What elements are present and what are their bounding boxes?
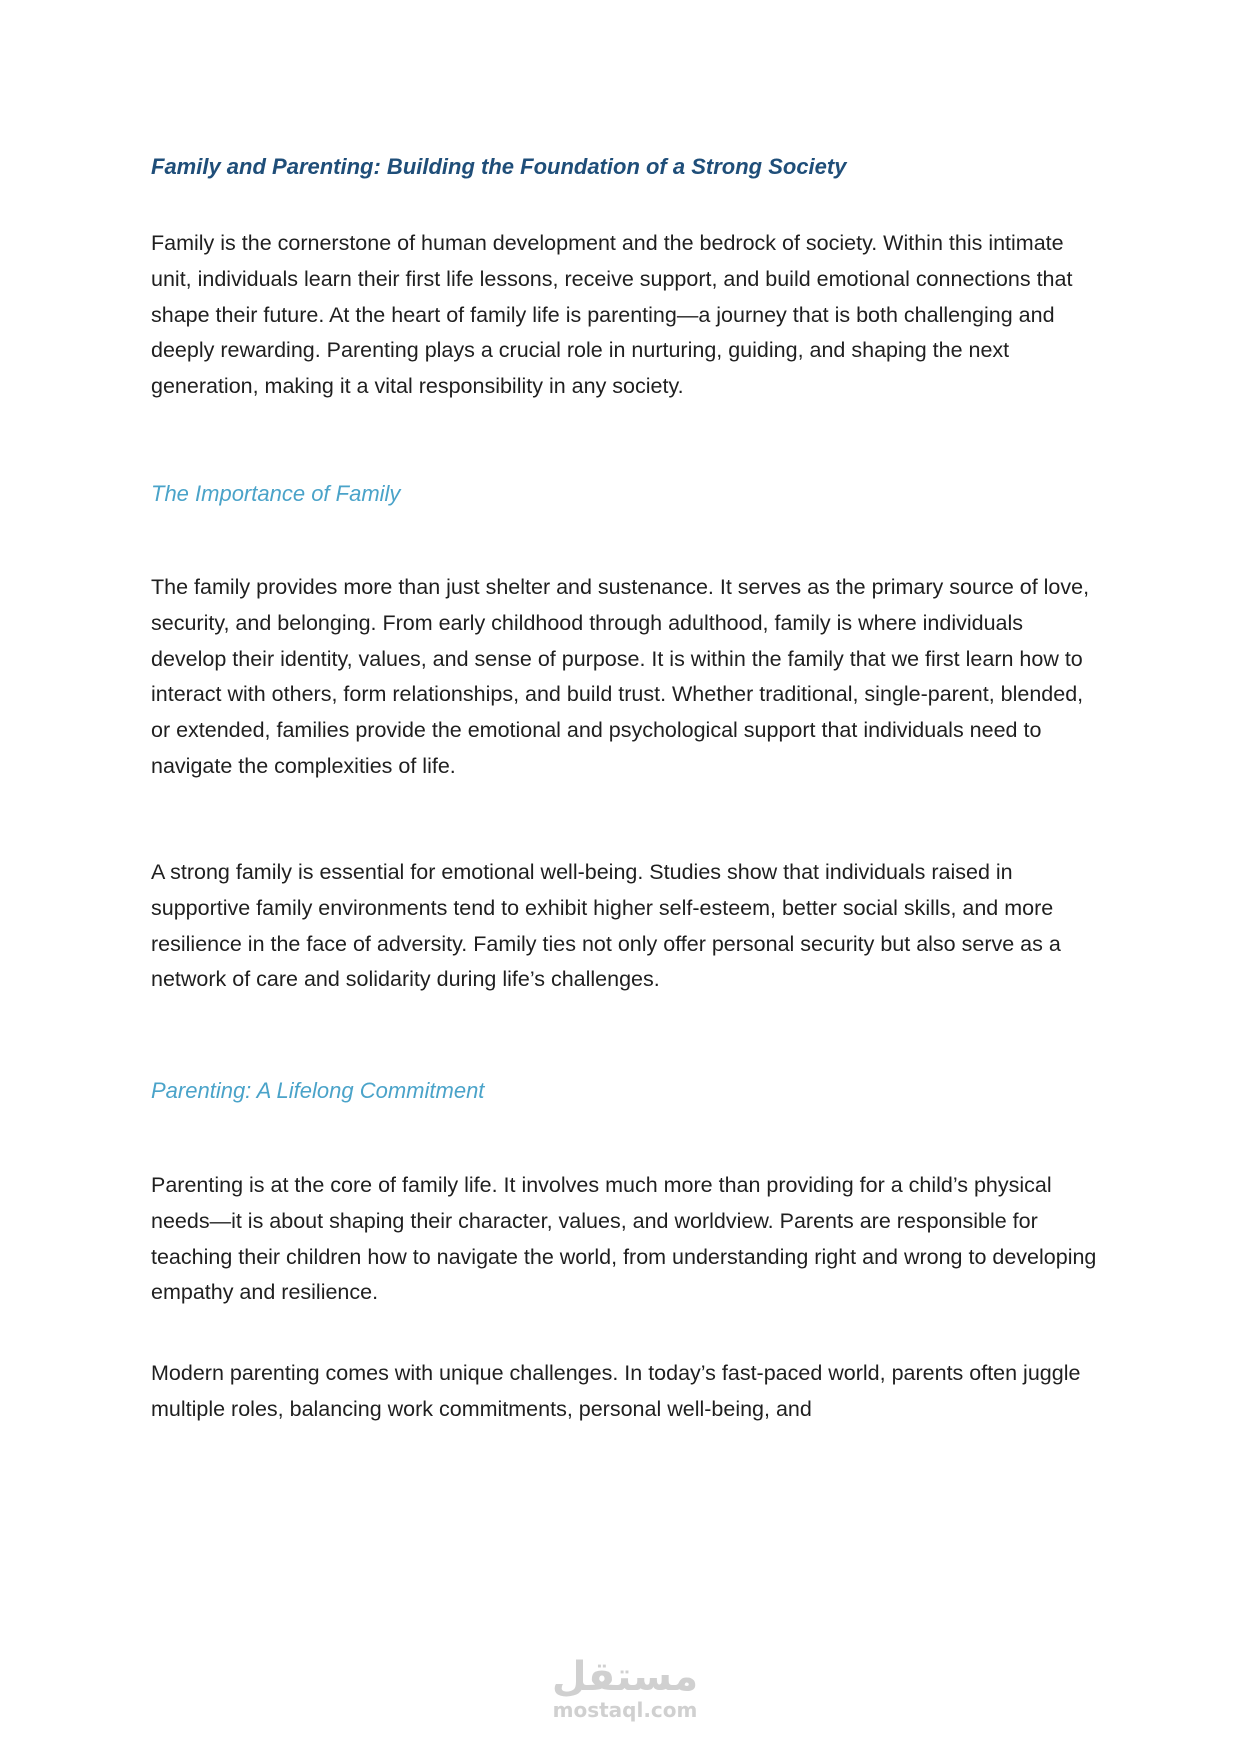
paragraph-family-provides: The family provides more than just shelter and sustenance. It serves as the primary source of love, security, and belonging. From early childhood through adulthood, family is where individuals develop their identity, values, and sense of purpose. It is within the family that we first learn how to interact with others, form relationships, and build trust. Whether traditional, single-parent, blended, or extended, families provide the emotional and psychological support that individuals need to navigate the complexities of life.	[151, 575, 1090, 778]
paragraph-strong-family: A strong family is essential for emotional well-being. Studies show that individuals raised in supportive family environments tend to exhibit higher self-esteem, better social skills, and more resilience in the face of adversity. Family ties not only offer personal security but also serve as a network of care and solidarity during life’s challenges.	[151, 860, 1061, 992]
mostaql-watermark	[540, 1655, 710, 1721]
heading-importance-of-family: The Importance of Family	[151, 481, 401, 506]
heading-parenting-commitment: Parenting: A Lifelong Commitment	[151, 1078, 485, 1103]
watermark-logo: مستقل	[551, 1654, 699, 1700]
paragraph-modern-parenting: Modern parenting comes with unique challenges. In today’s fast-paced world, parents often juggle multiple roles, balancing work commitments, personal well-being, and	[151, 1361, 1081, 1421]
watermark-url: mostaql.com	[552, 1698, 698, 1722]
document-title: Family and Parenting: Building the Foundation of a Strong Society	[151, 154, 847, 179]
paragraph-intro: Family is the cornerstone of human development and the bedrock of society. Within this intimate unit, individuals learn their first life lessons, receive support, and build emotional connections that shape their future. At the heart of family life is parenting—a journey that is both challenging and deeply rewarding. Parenting plays a crucial role in nurturing, guiding, and shaping the next generation, making it a vital responsibility in any society.	[151, 231, 1073, 399]
paragraph-parenting-core: Parenting is at the core of family life. It involves much more than providing for a child’s physical needs—it is about shaping their character, values, and worldview. Parents are responsible for teaching their children how to navigate the world, from understanding right and wrong to developing empathy and resilience.	[151, 1173, 1097, 1305]
